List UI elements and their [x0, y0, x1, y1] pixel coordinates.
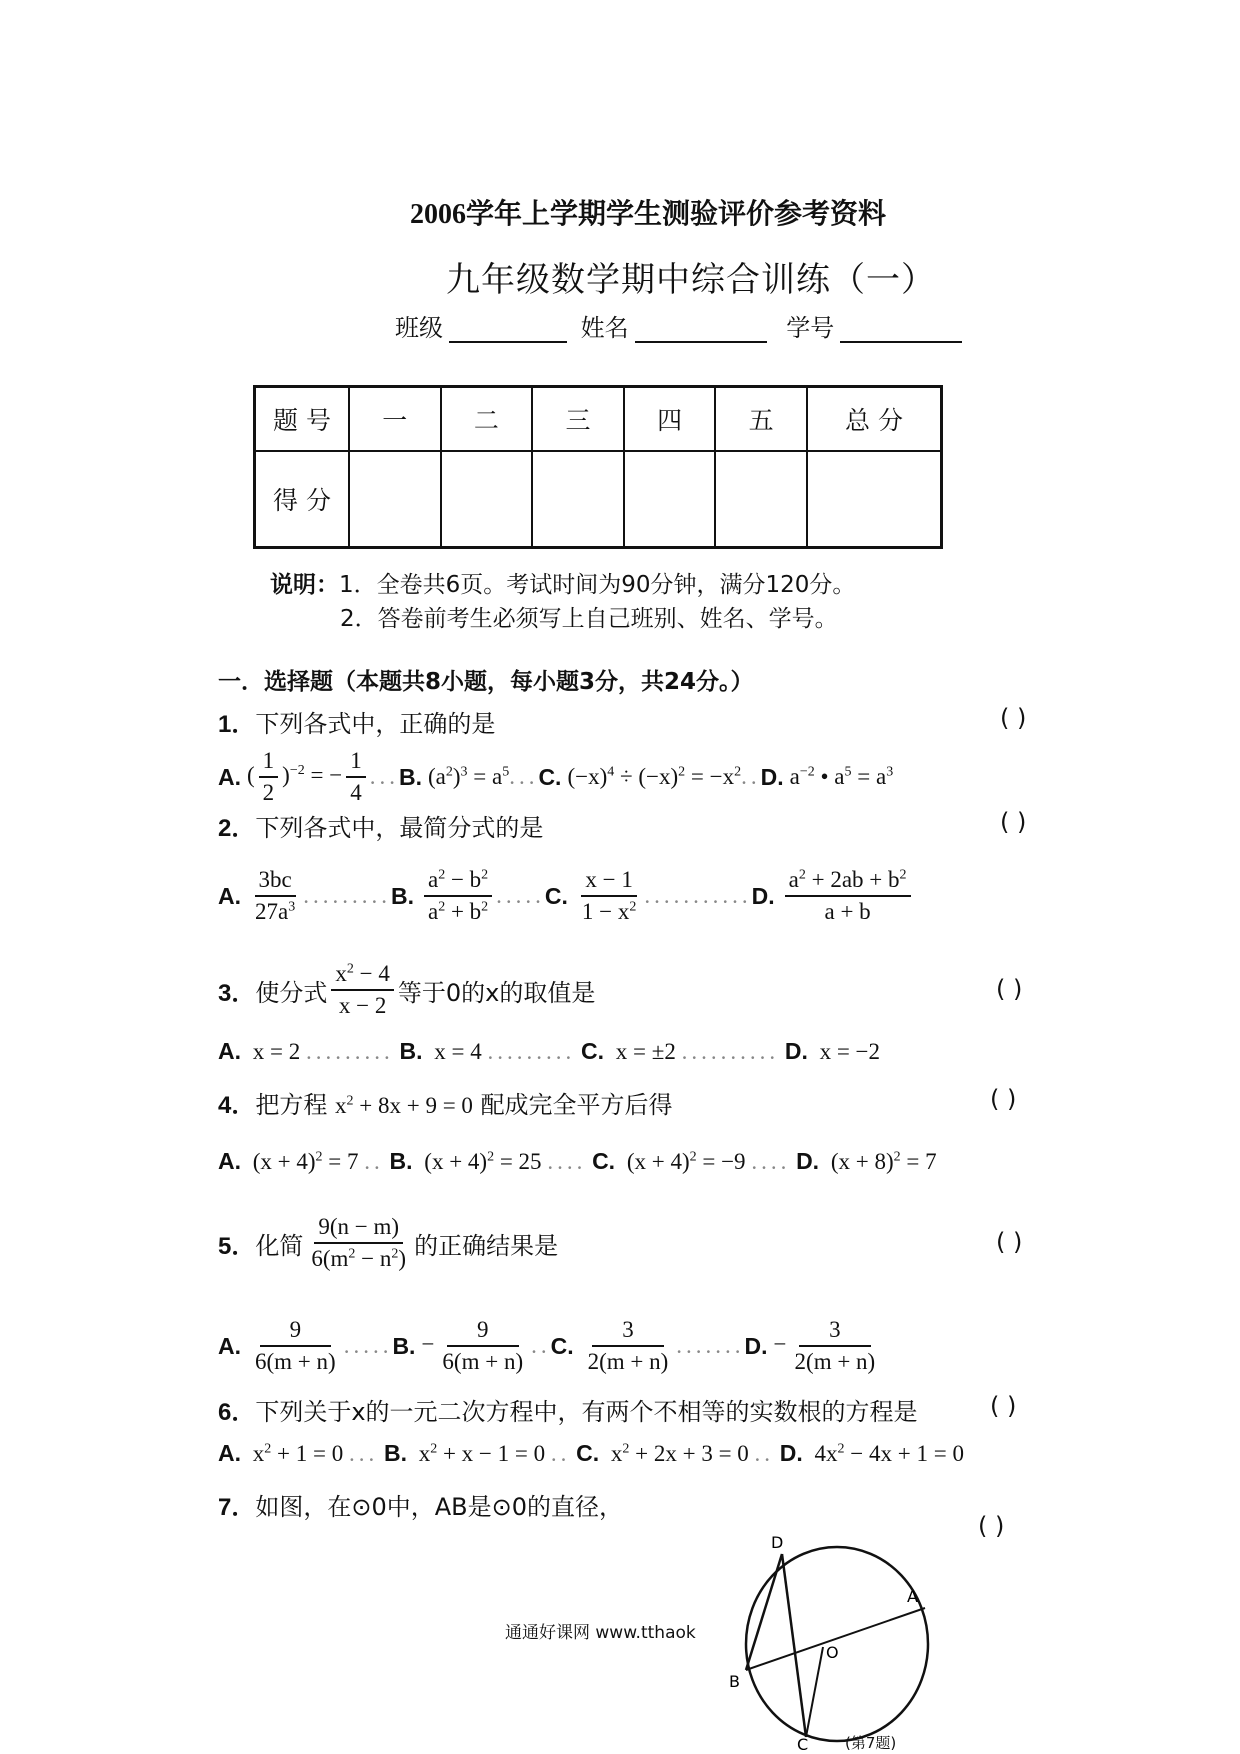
- q3-option-b-math: x = 4: [434, 1039, 482, 1064]
- question-1-options: A. ( $\frac{1}{2}$ )$^{-2}$ = − $\frac{1}{4}$ ... B. $(a^2)^3 = a^5$ ... C. $(-x)^4 \div (-x)^2 = -x^2$ .. D. $a^{-2}$ • $a^5 = a^3$: [218, 747, 894, 805]
- score-cell-1[interactable]: [349, 451, 441, 548]
- instructions-label: 说明：: [270, 572, 339, 598]
- answer-parens-2[interactable]: ( ): [1000, 808, 1027, 836]
- section-4-header: 四: [624, 387, 716, 451]
- question-number-header: 题 号: [255, 387, 350, 451]
- question-3-text-b: 等于0的x的取值是: [397, 978, 596, 1007]
- score-table-header-row: [255, 387, 942, 451]
- student-id-field[interactable]: [840, 315, 962, 343]
- q2-option-b-math: $\frac{a^2 - b^2}{a^2 + b^2}$: [424, 867, 492, 926]
- label-c: C: [797, 1735, 809, 1750]
- answer-parens-4[interactable]: ( ): [990, 1085, 1017, 1113]
- label-d: D: [771, 1533, 784, 1552]
- q4-option-c-math: $(x + 4)^2 = -9$: [626, 1149, 746, 1174]
- question-3-fraction: $\frac{x^2 - 4}{x - 2}$: [331, 961, 393, 1020]
- q5-option-b-label[interactable]: B.: [392, 1332, 416, 1359]
- question-2-options: A. $\frac{3bc}{27a^3}$ ......... B. $\frac{a^2 - b^2}{a^2 + b^2}$ ..... C. $\frac{x - 1}{1 - x^2}$ ........... D. $\frac{a^2 + 2ab + b^2}{a + b}$: [218, 856, 915, 936]
- q1-option-d-math: $a^{-2}$ • $a^5 = a^3$: [789, 764, 894, 789]
- section-2-header: 二: [441, 387, 533, 451]
- question-4-equation: $x^2 + 8x + 9 = 0$: [335, 1093, 473, 1118]
- q3-option-d-label[interactable]: D.: [784, 1038, 808, 1064]
- student-info-line: [395, 308, 968, 343]
- class-label: 班级: [395, 314, 443, 342]
- question-4-text-b: 配成完全平方后得: [480, 1091, 673, 1119]
- q5-option-a-math: $\frac{9}{6(m + n)}$: [255, 1316, 336, 1374]
- label-o: O: [826, 1643, 839, 1662]
- score-label: 得 分: [255, 451, 350, 548]
- question-2: [218, 808, 543, 843]
- q3-option-a-label[interactable]: A.: [218, 1038, 241, 1064]
- question-1-number: 1．: [218, 711, 256, 738]
- question-6: [218, 1392, 918, 1427]
- question-3: [218, 950, 595, 1030]
- instruction-1: [270, 568, 855, 602]
- question-3-options: A. x = 2 ......... B. x = 4 ......... C. x = ±2 .......... D. x = −2: [218, 1038, 881, 1064]
- question-5-options: A. $\frac{9}{6(m + n)}$ ..... B. − $\frac{9}{6(m + n)}$ .. C. $\frac{3}{2(m + n)}$ ....... D. − $\frac{3}{2(m + n)}$: [218, 1306, 883, 1386]
- q1-option-b-math: $(a^2)^3 = a^5$: [427, 764, 510, 789]
- question-4-options: A. $(x + 4)^2 = 7$ .. B. $(x + 4)^2 = 25$ .... C. $(x + 4)^2 = -9$ .... D. $(x + 8)^2 = 7$: [218, 1148, 937, 1174]
- name-label: 姓名: [580, 314, 629, 342]
- answer-parens-7[interactable]: ( ): [978, 1512, 1005, 1540]
- q1-option-a-label[interactable]: A.: [218, 763, 241, 790]
- question-3-text-a: 使分式: [255, 978, 328, 1007]
- q2-option-b-label[interactable]: B.: [390, 882, 414, 909]
- question-5-text-b: 的正确结果是: [414, 1231, 559, 1260]
- exam-series-title: 2006学年上学期学生测验评价参考资料: [410, 199, 887, 230]
- question-6-number: 6．: [218, 1399, 256, 1426]
- q4-option-d-math: $(x + 8)^2 = 7$: [830, 1149, 937, 1174]
- q6-option-b-label[interactable]: B.: [383, 1440, 407, 1466]
- q6-option-d-math: $4x^2 - 4x + 1 = 0$: [814, 1441, 964, 1466]
- q6-option-a-math: $x^2 + 1 = 0$: [252, 1441, 344, 1466]
- total-score-header: 总 分: [807, 387, 942, 451]
- score-cell-total[interactable]: [807, 451, 942, 548]
- question-7-number: 7．: [218, 1494, 256, 1521]
- q1-option-b-label[interactable]: B.: [398, 763, 422, 790]
- q5-option-d-label[interactable]: D.: [744, 1332, 768, 1359]
- question-6-text: 下列关于x的一元二次方程中，有两个不相等的实数根的方程是: [255, 1398, 918, 1426]
- question-6-options: A. $x^2 + 1 = 0$ ... B. $x^2 + x - 1 = 0$ .. C. $x^2 + 2x + 3 = 0$ .. D. $4x^2 - 4x + 1 = 0$: [218, 1440, 964, 1466]
- instructions: [270, 568, 855, 636]
- q1-option-c-label[interactable]: C.: [538, 763, 562, 790]
- q2-option-a-math: $\frac{3bc}{27a^3}$: [255, 866, 296, 924]
- q4-option-a-math: $(x + 4)^2 = 7$: [252, 1149, 359, 1174]
- label-b: B: [729, 1672, 740, 1691]
- chord-dc: [782, 1554, 806, 1737]
- circle-figure: [725, 1530, 965, 1750]
- q5-option-b-math: − $\frac{9}{6(m + n)}$: [421, 1316, 524, 1374]
- question-2-text: 下列各式中，最简分式的是: [255, 814, 544, 842]
- q6-option-a-label[interactable]: A.: [218, 1440, 241, 1466]
- q2-option-d-math: $\frac{a^2 + 2ab + b^2}{a + b}$: [785, 867, 911, 926]
- score-table: [253, 385, 943, 549]
- question-1: [218, 704, 495, 739]
- footer-watermark: 通通好课网 www.tthaok: [505, 1623, 696, 1643]
- q5-option-d-math: − $\frac{3}{2(m + n)}$: [773, 1316, 876, 1374]
- score-row: [255, 451, 942, 548]
- q5-option-a-label[interactable]: A.: [218, 1332, 241, 1359]
- chord-co: [806, 1647, 823, 1737]
- answer-parens-3[interactable]: ( ): [996, 975, 1023, 1003]
- answer-parens-6[interactable]: ( ): [990, 1392, 1017, 1420]
- q4-option-d-label[interactable]: D.: [796, 1148, 820, 1174]
- student-id-label: 学号: [786, 314, 835, 342]
- question-5: [218, 1203, 558, 1283]
- q4-option-b-label[interactable]: B.: [389, 1148, 413, 1174]
- question-7: [218, 1487, 623, 1522]
- answer-parens-1[interactable]: ( ): [1000, 704, 1027, 732]
- score-cell-4[interactable]: [624, 451, 716, 548]
- answer-parens-5[interactable]: ( ): [996, 1228, 1023, 1256]
- q3-option-c-label[interactable]: C.: [580, 1038, 604, 1064]
- q4-option-b-math: $(x + 4)^2 = 25$: [424, 1149, 542, 1174]
- instruction-1-text: 1．全卷共6页。考试时间为90分钟，满分120分。: [339, 572, 856, 598]
- section-1-heading: 一．选择题（本题共8小题，每小题3分，共24分。）: [218, 669, 754, 695]
- q2-option-c-label[interactable]: C.: [544, 882, 568, 909]
- question-4: [218, 1085, 673, 1120]
- q3-option-b-label[interactable]: B.: [399, 1038, 423, 1064]
- q1-option-d-label[interactable]: D.: [760, 763, 784, 790]
- section-3-header: 三: [532, 387, 624, 451]
- label-a: A: [907, 1587, 918, 1606]
- q5-option-c-label[interactable]: C.: [550, 1332, 574, 1359]
- question-1-text: 下列各式中，正确的是: [255, 710, 496, 738]
- question-5-text-a: 化简: [255, 1231, 304, 1260]
- q1-option-c-math: $(-x)^4 \div (-x)^2 = -x^2$: [567, 764, 742, 789]
- question-7-text: 如图，在⊙0中，AB是⊙0的直径，: [255, 1493, 623, 1521]
- figure-caption: (第7题): [845, 1734, 897, 1752]
- q6-option-d-label[interactable]: D.: [779, 1440, 803, 1466]
- question-5-number: 5．: [218, 1232, 256, 1260]
- q4-option-a-label[interactable]: A.: [218, 1148, 241, 1174]
- question-2-number: 2．: [218, 815, 256, 842]
- score-cell-2[interactable]: [441, 451, 533, 548]
- q6-option-c-label[interactable]: C.: [576, 1440, 600, 1466]
- q2-option-a-label[interactable]: A.: [218, 882, 241, 909]
- q3-option-a-math: x = 2: [252, 1039, 301, 1064]
- page-title: 九年级数学期中综合训练（一）: [446, 262, 936, 299]
- class-field[interactable]: [449, 315, 567, 343]
- score-cell-3[interactable]: [532, 451, 624, 548]
- instruction-2: [270, 602, 855, 636]
- question-4-number: 4．: [218, 1092, 256, 1119]
- name-field[interactable]: [635, 315, 767, 343]
- instruction-2-text: 2．答卷前考生必须写上自己班别、姓名、学号。: [340, 606, 838, 632]
- q5-option-c-math: $\frac{3}{2(m + n)}$: [587, 1316, 669, 1374]
- section-1-header: 一: [349, 387, 441, 451]
- question-4-text-a: 把方程: [255, 1091, 328, 1119]
- q6-option-b-math: $x^2 + x - 1 = 0$: [418, 1441, 546, 1466]
- q1-option-a-math: ( $\frac{1}{2}$ )$^{-2}$ = − $\frac{1}{4}$: [247, 748, 370, 807]
- q3-option-c-math: x = ±2: [615, 1039, 676, 1064]
- q2-option-d-label[interactable]: D.: [751, 882, 775, 909]
- question-5-fraction: $\frac{9(n - m)}{6(m^2 - n^2)}$: [311, 1213, 407, 1271]
- q3-option-d-math: x = −2: [819, 1039, 881, 1064]
- q4-option-c-label[interactable]: C.: [592, 1148, 616, 1174]
- section-5-header: 五: [715, 387, 807, 451]
- score-cell-5[interactable]: [715, 451, 807, 548]
- question-3-number: 3．: [218, 979, 256, 1007]
- q6-option-c-math: $x^2 + 2x + 3 = 0$: [610, 1441, 749, 1466]
- q2-option-c-math: $\frac{x - 1}{1 - x^2}$: [581, 866, 637, 924]
